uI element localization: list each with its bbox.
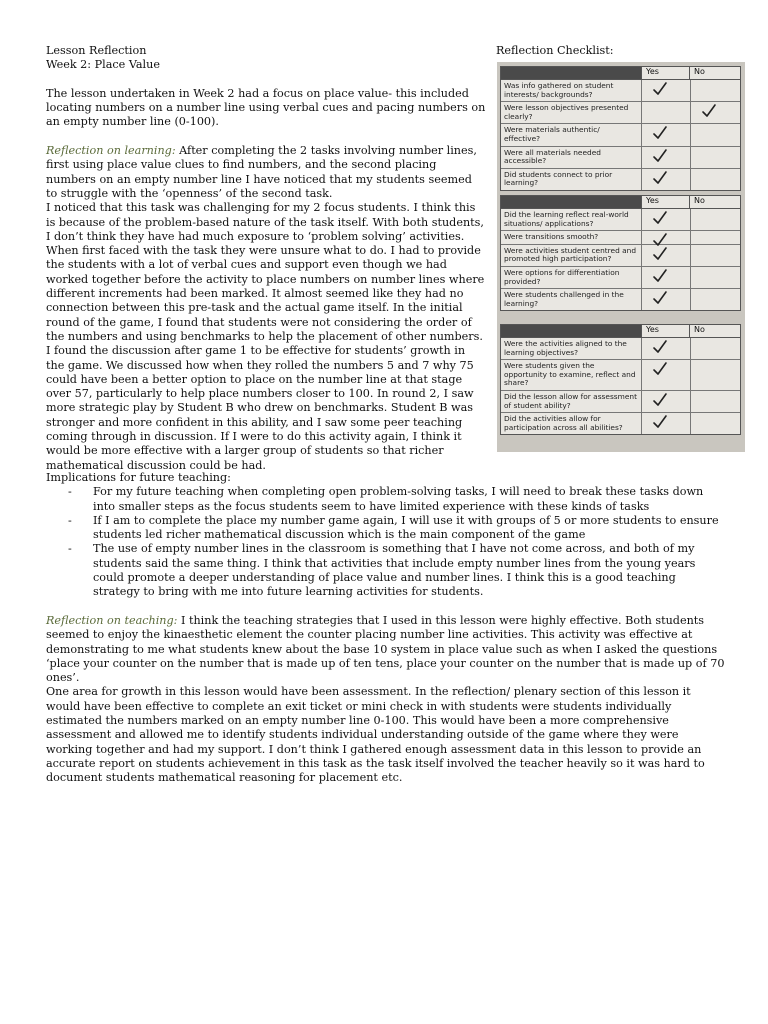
checklist-no-cell <box>690 169 739 190</box>
checklist-no-cell <box>690 124 739 145</box>
checkmark-icon <box>652 148 668 164</box>
checkmark-icon <box>652 290 668 306</box>
checklist-header-bar <box>501 67 641 79</box>
checklist-header <box>501 67 740 80</box>
checklist-question: Did the activities allow for participation across all abilities? <box>504 414 623 432</box>
list-item: - For my future teaching when completing open problem-solving tasks, I will need to break these tasks down into smaller steps as the focus students seem to have limited experience with these kinds of tasks <box>46 485 726 514</box>
checkmark-icon <box>652 339 668 355</box>
checklist-no-cell <box>690 338 739 359</box>
checklist-yes-cell <box>641 391 690 412</box>
list-item: - The use of empty number lines in the classroom is something that I have not come across, and both of my students said the same thing. I think that activities that include empty number lines from the young years could promote a deeper understanding of place value and number lines. I think this is a good teaching strategy to bring with me into future learning activities for students. <box>46 542 726 599</box>
checklist-question: Were lesson objectives presented clearly? <box>504 103 629 121</box>
implications-heading: Implications for future teaching: <box>46 471 231 484</box>
checklist-photo <box>497 62 745 452</box>
checklist-yes-cell <box>641 124 690 145</box>
checklist-yes-header: Yes <box>641 67 689 79</box>
checkmark-icon <box>652 268 668 284</box>
checklist-question: Were transitions smooth? <box>504 232 599 242</box>
checklist-yes-header: Yes <box>641 196 689 208</box>
doc-title: Lesson Reflection <box>46 44 147 57</box>
checklist-no-cell <box>690 289 739 310</box>
intro-paragraph: The lesson undertaken in Week 2 had a focus on place value- this included locating numbers on a number line using verbal cues and pacing numbers on an empty number line (0-100). <box>46 86 486 129</box>
checklist-no-header: No <box>689 67 737 79</box>
checklist-yes-cell <box>641 360 690 390</box>
checklist-title: Reflection Checklist: <box>496 44 614 57</box>
checklist-yes-header: Yes <box>641 325 689 337</box>
list-item: - If I am to complete the place my number game again, I will use it with groups of 5 or more students to ensure students led richer mathematical discussion which is the main component of the game <box>46 514 726 543</box>
checklist-question: Did students connect to prior learning? <box>504 169 613 188</box>
reflection-full-width <box>46 471 726 786</box>
doc-subtitle: Week 2: Place Value <box>46 58 160 72</box>
checklist-no-cell <box>690 267 739 288</box>
checklist-row <box>501 289 740 310</box>
checklist-no-cell <box>690 413 739 434</box>
checklist-question: Was info gathered on student interests/ backgrounds? <box>504 81 614 99</box>
checkmark-icon <box>652 170 668 186</box>
checkmark-icon <box>652 210 668 226</box>
checklist-row <box>501 267 740 289</box>
checklist-row <box>501 245 740 267</box>
checklist-header <box>501 196 740 209</box>
reflection-left-column <box>46 44 486 473</box>
checkmark-icon <box>652 414 668 430</box>
checklist-yes-cell <box>641 102 690 123</box>
checklist-question: Did the lesson allow for assessment of student ability? <box>504 391 637 410</box>
learning-label: Reflection on learning: <box>46 144 176 158</box>
checklist-question: Were the activities aligned to the learning objectives? <box>504 339 627 357</box>
checklist-question: Did the learning reflect real-world situations/ applications? <box>504 210 629 228</box>
checklist-row <box>501 338 740 360</box>
checkmark-icon <box>652 392 668 408</box>
checklist-no-cell <box>690 209 739 230</box>
learning-text: After completing the 2 tasks involving number lines, first using place value clues to find numbers, and the second placing numbers on an empty number line I have noticed that my students seemed to struggle with the ‘openness’ of the second task. <box>46 144 477 200</box>
checklist-header-bar <box>501 325 641 337</box>
checklist-question: Were students given the opportunity to examine, reflect and share? <box>504 361 636 388</box>
checklist-no-cell <box>690 245 739 266</box>
checklist-question: Were all materials needed accessible? <box>504 147 601 166</box>
checklist-question: Were students challenged in the learning? <box>504 290 624 308</box>
checklist-row <box>501 102 740 124</box>
checklist-row <box>501 209 740 231</box>
checklist-yes-cell <box>641 80 690 101</box>
checklist-header-bar <box>501 196 641 208</box>
checklist-no-cell <box>690 360 739 390</box>
checklist-yes-cell <box>641 231 690 244</box>
teaching-paragraph-2: One area for growth in this lesson would have been assessment. In the reflection/ plenary section of this lesson it would have been effective to complete an exit ticket or mini check in with students were students individually estimated the numbers marked on an empty number line 0-100. This would have been a more comprehensive assessment and allowed me to identify students individual understanding outside of the game where they were working together and had my support. I don’t think I gathered enough assessment data in this lesson to provide an accurate report on students achievement in this task as the task itself involved the teacher heavily so it was hard to document students mathematical reasoning for placement etc. <box>46 685 705 785</box>
teaching-label: Reflection on teaching: <box>46 613 178 627</box>
checklist-section <box>500 195 741 311</box>
checkmark-icon <box>652 125 668 141</box>
checklist-row <box>501 147 740 169</box>
checklist-question: Were materials authentic/ effective? <box>504 125 600 143</box>
checklist-section <box>500 324 741 435</box>
checklist-no-header: No <box>689 196 737 208</box>
checklist-yes-cell <box>641 209 690 230</box>
checklist-row <box>501 80 740 102</box>
checklist-no-cell <box>690 231 739 244</box>
checklist-row <box>501 391 740 413</box>
checklist-question: Were options for differentiation provided? <box>504 267 620 286</box>
checklist-row <box>501 124 740 146</box>
checklist-row <box>501 169 740 190</box>
checklist-yes-cell <box>641 289 690 310</box>
implications-list <box>46 485 726 599</box>
checkmark-icon <box>652 361 668 377</box>
checklist-row <box>501 360 740 391</box>
checklist-no-cell <box>690 391 739 412</box>
checklist-row <box>501 413 740 434</box>
checklist-no-cell <box>690 147 739 168</box>
checklist-row <box>501 231 740 245</box>
teaching-paragraph <box>46 614 726 685</box>
checklist-yes-cell <box>641 413 690 434</box>
checkmark-icon <box>701 103 717 119</box>
checklist-no-cell <box>690 80 739 101</box>
teaching-text: I think the teaching strategies that I used in this lesson were highly effective. Both students seemed to enjoy the kinaesthetic element the counter placing number line activities. This activity was effective at demonstrating to me what students knew about the base 10 system in place value such as when I asked the questions ‘place your counter on the number that is made up of ten tens, place your counter on the number that is made up of 70 ones’. <box>46 613 725 685</box>
checklist-no-header: No <box>689 325 737 337</box>
checklist-yes-cell <box>641 169 690 190</box>
checkmark-icon <box>652 81 668 97</box>
checklist-yes-cell <box>641 147 690 168</box>
checklist-no-cell <box>690 102 739 123</box>
checklist-yes-cell <box>641 245 690 266</box>
checkmark-icon <box>652 246 668 262</box>
checklist-yes-cell <box>641 338 690 359</box>
learning-paragraph-2: I noticed that this task was challenging for my 2 focus students. I think this is because of the problem-based nature of the task itself. With both students, I don’t think they have had much exposure to ‘problem solving’ activities. When first faced with the task they were unsure what to do. I had to provide the students with a lot of verbal cues and support even though we had worked together before the activity to place numbers on number lines where different increments had been marked. It almost seemed like they had no connection between this pre-task and the actual game itself. In the initial round of the game, I found that students were not considering the order of the numbers and using benchmarks to help the placement of other numbers. I found the discussion after game 1 to be effective for students’ growth in the game. We discussed how when they rolled the numbers 5 and 7 why 75 could have been a better option to place on the number line at that stage over 57, particularly to help place numbers closer to 100. In round 2, I saw more strategic play by Student B who drew on benchmarks. Student B was stronger and more confident in this ability, and I saw some peer teaching coming through in discussion. If I were to do this activity again, I think it would be more effective with a larger group of students so that richer mathematical discussion could be had. <box>46 201 485 472</box>
checklist-question: Were activities student centred and promoted high participation? <box>504 245 637 264</box>
checklist-section <box>500 66 741 191</box>
checklist-yes-cell <box>641 267 690 288</box>
learning-paragraph <box>46 144 486 201</box>
checklist-header <box>501 325 740 338</box>
